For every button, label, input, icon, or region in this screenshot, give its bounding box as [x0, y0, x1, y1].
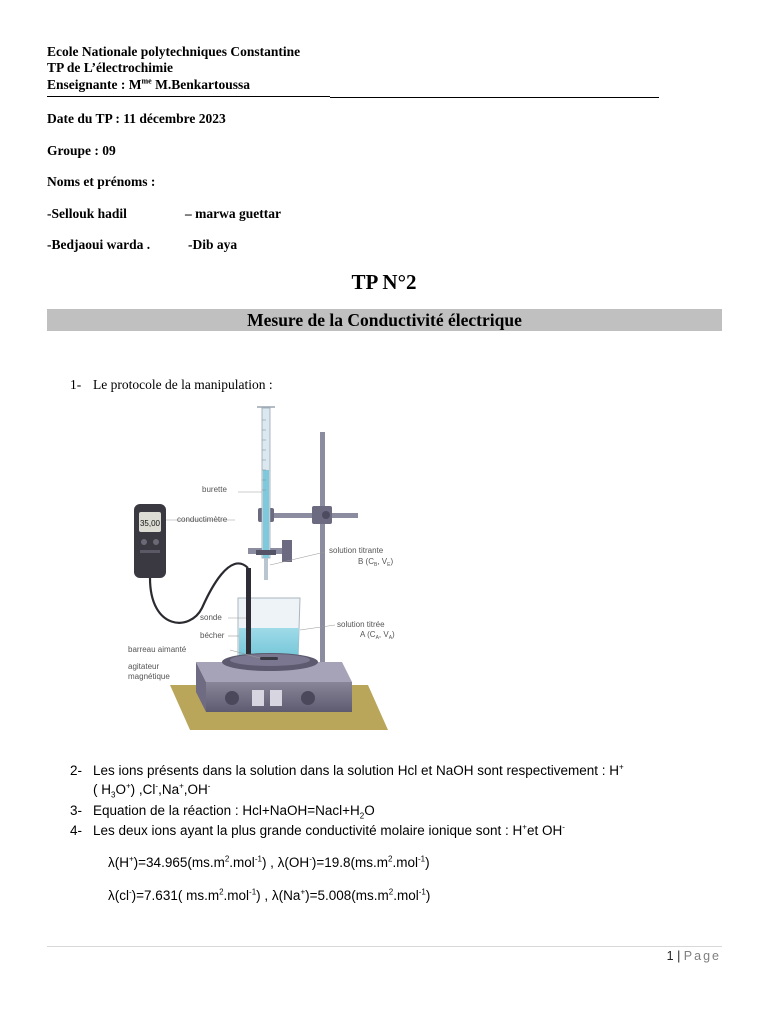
q2-number: 2-: [70, 763, 83, 778]
q2-line2: [93, 781, 211, 800]
group: Groupe : 09: [47, 143, 116, 158]
label-titrante-formula: B ($C_B$, $V_E$): [358, 557, 394, 568]
course-name: TP de L’électrochimie: [47, 60, 173, 75]
l1-plus: +: [129, 854, 134, 864]
plus-sup: +: [619, 762, 624, 772]
l1-inv1: -1: [254, 854, 262, 864]
subtitle-banner: [47, 309, 722, 331]
page-sep: |: [673, 949, 684, 963]
probe: [246, 568, 251, 658]
footer-rule: [47, 946, 722, 947]
label-solution-titree: solution titrée: [337, 620, 385, 629]
q4-plus: +: [522, 822, 527, 832]
tp-title: TP N°2: [351, 270, 417, 294]
student-3: -Bedjaoui warda .: [47, 237, 151, 252]
q3-b: 2: [359, 811, 365, 821]
conductimeter-screen: 35,00: [139, 519, 161, 528]
q2-l2-c: O: [115, 782, 126, 797]
teacher-prefix: Enseignante : M: [47, 77, 142, 92]
l2b: )=7.631( ms.m: [131, 888, 220, 903]
q4-a: Les deux ions ayant la plus grande conductivité molaire ionique sont : H: [93, 823, 523, 838]
teacher-sup: me: [141, 76, 152, 86]
page-footer: [667, 949, 721, 963]
q4-b: et OH: [526, 823, 563, 838]
l2-sq1: 2: [219, 887, 224, 897]
l1-minus: -: [309, 854, 312, 864]
l2-minus: -: [129, 887, 132, 897]
l1e: )=19.8(ms.m: [311, 855, 389, 870]
l2-sq2: 2: [388, 887, 394, 897]
label-sonde: sonde: [200, 613, 222, 622]
q2-l2-e: ,Na: [158, 782, 180, 797]
l1-sq2: 2: [388, 854, 393, 864]
l1a: λ(H: [108, 855, 129, 870]
q3-text: [93, 803, 375, 821]
label-solution-titrante: solution titrante: [329, 546, 384, 555]
q2-minus-2: -: [207, 781, 211, 791]
l2-plus: +: [300, 887, 306, 897]
q4-text: [93, 823, 565, 838]
subtitle: Mesure de la Conductivité électrique: [247, 310, 522, 330]
l1g: ): [425, 855, 430, 870]
q2-plus-2: +: [179, 781, 184, 791]
label-becher: bécher: [200, 631, 225, 640]
student-4: -Dib aya: [188, 237, 238, 252]
label-titree-formula: A ($C_A$, $V_A$): [360, 630, 395, 641]
l2d: ) , λ(Na: [256, 888, 301, 903]
l1d: ) , λ(OH: [261, 855, 310, 870]
section1-number: 1-: [70, 377, 82, 392]
l1b: )=34.965(ms.m: [133, 855, 225, 870]
section1-text: Le protocole de la manipulation :: [93, 377, 273, 392]
l1f: .mol: [392, 855, 418, 870]
titration-setup-figure: [120, 400, 400, 736]
label-magnetique: magnétique: [128, 672, 170, 681]
header-rule-right: [330, 97, 659, 98]
label-agitateur: agitateur: [128, 662, 160, 671]
label-conductimetre: conductimètre: [177, 515, 228, 524]
student-1: -Sellouk hadil: [47, 206, 127, 221]
q3-c: O: [364, 803, 375, 818]
label-burette: burette: [202, 485, 227, 494]
lambda-line-1: [108, 855, 430, 870]
lambda-line-2: [108, 888, 430, 903]
q2-l2-a: ( H: [93, 782, 111, 797]
stand-rod: [320, 432, 325, 682]
tp-date: Date du TP : 11 décembre 2023: [47, 111, 226, 126]
l2f: .mol: [393, 888, 419, 903]
q2-line1-text: Les ions présents dans la solution dans la solution Hcl et NaOH sont respectivement : H: [93, 763, 620, 778]
q4-minus: -: [562, 822, 565, 832]
names-label: Noms et prénoms :: [47, 174, 156, 189]
q2-line1: [93, 763, 624, 778]
school-name: Ecole Nationale polytechniques Constantine: [47, 44, 301, 59]
l1-inv2: -1: [417, 854, 426, 864]
l2e: )=5.008(ms.m: [305, 888, 389, 903]
l2-inv1: -1: [249, 887, 257, 897]
student-2: – marwa guettar: [185, 206, 281, 221]
q2-l2-d: ) ,Cl: [130, 782, 156, 797]
q3-number: 3-: [70, 803, 83, 818]
header-rule-left: [47, 96, 330, 97]
l1c: .mol: [229, 855, 255, 870]
label-barreau: barreau aimanté: [128, 645, 187, 654]
q2-l2-b: 3: [111, 790, 116, 800]
q2-plus: +: [125, 781, 131, 791]
q2-minus-1: -: [155, 781, 159, 791]
l2a: λ(cl: [108, 888, 129, 903]
page-label: Page: [683, 949, 721, 963]
l2-inv2: -1: [418, 887, 426, 897]
l2c: .mol: [223, 888, 250, 903]
q3-a: Equation de la réaction : Hcl+NaOH=Nacl+H: [93, 803, 360, 818]
stir-bar: [260, 657, 278, 660]
q4-number: 4-: [70, 823, 83, 838]
l1-sq1: 2: [224, 854, 230, 864]
teacher-line: [47, 77, 250, 93]
page-number: 1: [666, 949, 674, 963]
q2-l2-f: ,OH: [183, 782, 208, 797]
l2g: ): [425, 888, 431, 903]
teacher-name: M.Benkartoussa: [151, 77, 250, 92]
